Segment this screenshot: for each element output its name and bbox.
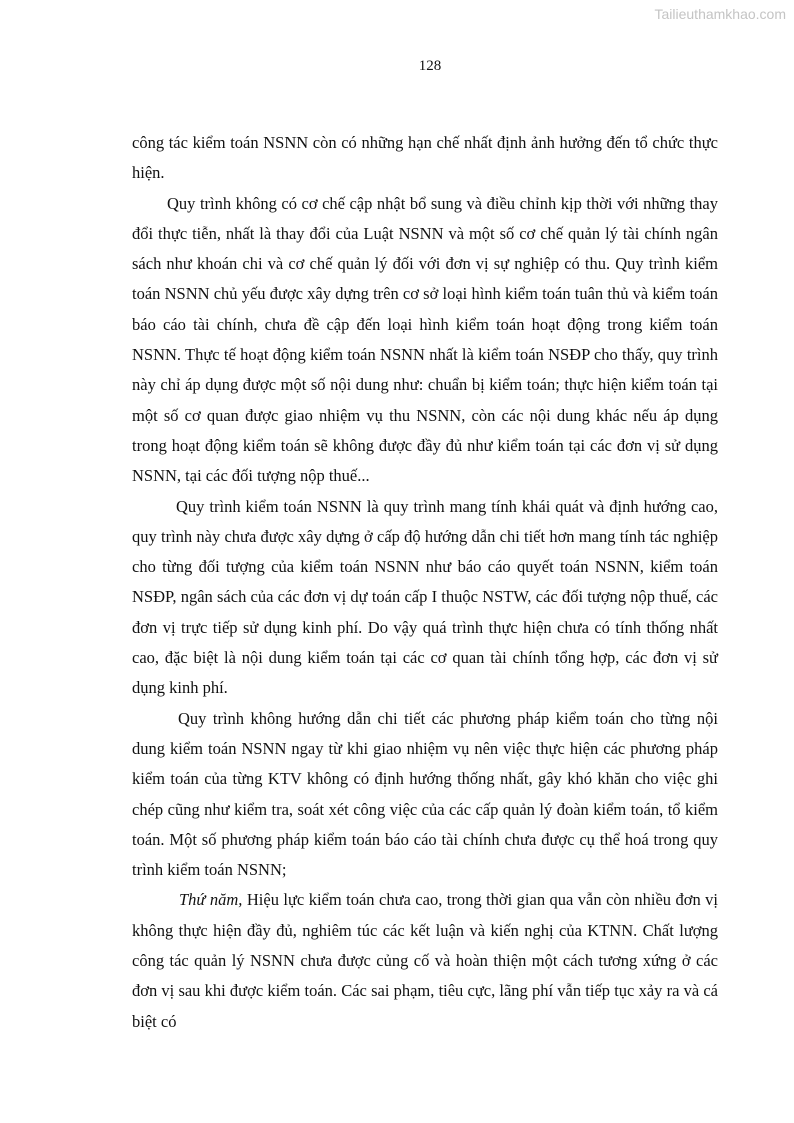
watermark: Tailieuthamkhao.com bbox=[654, 6, 786, 22]
paragraph-3: Quy trình kiểm toán NSNN là quy trình mang tính khái quát và định hướng cao, quy trình này chưa được xây dựng ở cấp độ hướng dẫn chi tiết hơn mang tính tác nghiệp cho từng đối tượng của kiểm toán NSNN như báo cáo quyết toán NSNN, kiểm toán NSĐP, ngân sách của các đơn vị dự toán cấp I thuộc NSTW, các đối tượng nộp thuế, các đơn vị trực tiếp sử dụng kinh phí. Do vậy quá trình thực hiện chưa có tính thống nhất cao, đặc biệt là nội dung kiểm toán tại các cơ quan tài chính tổng hợp, các đơn vị sử dụng kinh phí. bbox=[132, 496, 718, 698]
page-number: 128 bbox=[418, 58, 442, 74]
paragraph-2: Quy trình không có cơ chế cập nhật bổ sung và điều chỉnh kịp thời với những thay đổi thực tiễn, nhất là thay đổi của Luật NSNN và một số cơ chế quản lý tài chính ngân sách như khoán chi và cơ chế quản lý đối với đơn vị sự nghiệp có thu. Quy trình kiểm toán NSNN chủ yếu được xây dựng trên cơ sở loại hình kiểm toán tuân thủ và kiểm toán báo cáo tài chính, chưa đề cập đến loại hình kiểm toán hoạt động trong kiểm toán NSNN. Thực tế hoạt động kiểm toán NSNN nhất là kiểm toán NSĐP cho thấy, quy trình này chỉ áp dụng được một số nội dung như: chuẩn bị kiểm toán; thực hiện kiểm toán tại một số cơ quan được giao nhiệm vụ thu NSNN, còn các nội dung khác nếu áp dụng trong hoạt động kiểm toán sẽ không được đầy đủ như kiểm toán tại các đơn vị sử dụng NSNN, tại các đối tượng nộp thuế... bbox=[132, 193, 718, 486]
paragraph-5-text: Hiệu lực kiểm toán chưa cao, trong thời gian qua vẫn còn nhiều đơn vị không thực hiện đầy đủ, nghiêm túc các kết luận và kiến nghị của KTNN. Chất lượng công tác quản lý NSNN chưa được củng cố và hoàn thiện một cách tương xứng ở các đơn vị sau khi được kiểm toán. Các sai phạm, tiêu cực, lãng phí vẫn tiếp tục xảy ra và cá biệt có bbox=[132, 890, 718, 1031]
paragraph-5 bbox=[132, 885, 718, 1036]
paragraph-5-lead: Thứ năm, bbox=[179, 890, 243, 910]
paragraph-1: công tác kiểm toán NSNN còn có những hạn chế nhất định ảnh hưởng đến tổ chức thực hiện. bbox=[132, 133, 718, 183]
paragraph-4: Quy trình không hướng dẫn chi tiết các phương pháp kiểm toán cho từng nội dung kiểm toán NSNN ngay từ khi giao nhiệm vụ nên việc thực hiện các phương pháp kiểm toán của từng KTV không có định hướng thống nhất, gây khó khăn cho việc ghi chép cũng như kiểm tra, soát xét công việc của các cấp quản lý đoàn kiểm toán, tổ kiểm toán. Một số phương pháp kiểm toán báo cáo tài chính chưa được cụ thể hoá trong quy trình kiểm toán NSNN; bbox=[132, 708, 718, 880]
document-body bbox=[132, 128, 718, 1037]
